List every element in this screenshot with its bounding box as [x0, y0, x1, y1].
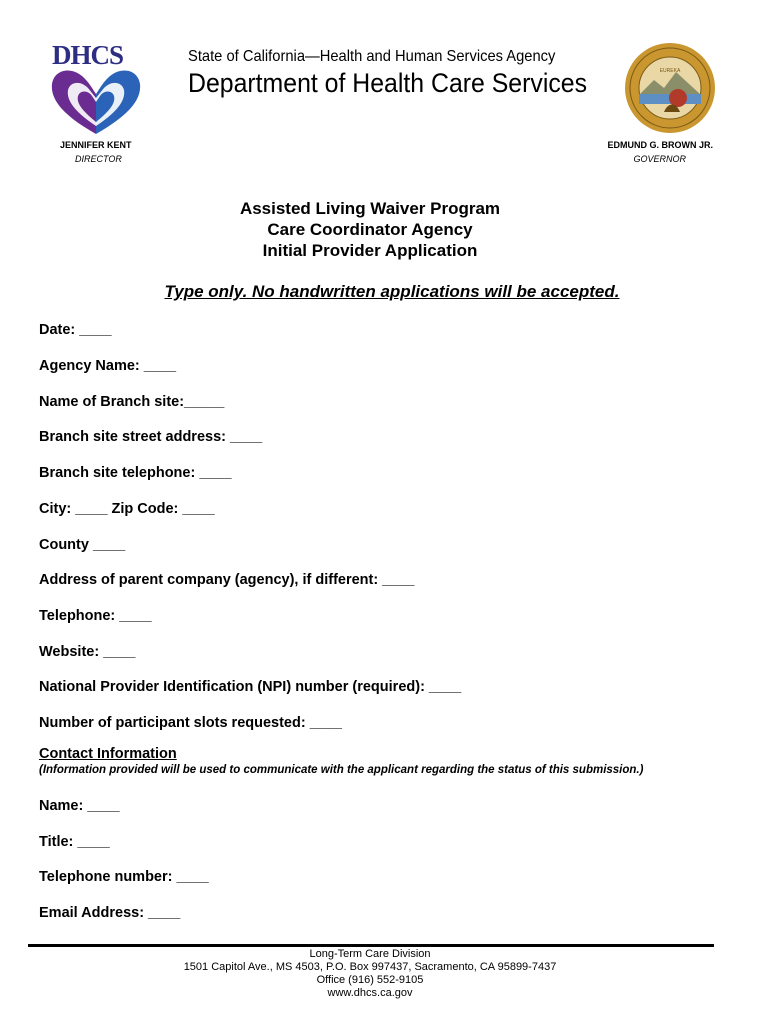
california-seal — [624, 42, 716, 134]
contact-telephone-field[interactable]: Telephone number: ____ — [39, 869, 209, 885]
contact-email-field[interactable]: Email Address: ____ — [39, 905, 181, 921]
telephone-field[interactable]: Telephone: ____ — [39, 608, 152, 624]
governor-name: EDMUND G. BROWN JR. — [607, 140, 713, 150]
director-name: JENNIFER KENT — [60, 140, 132, 150]
governor-title: GOVERNOR — [633, 154, 686, 164]
title-line-2: Care Coordinator Agency — [267, 220, 473, 239]
contact-information-heading: Contact Information — [39, 746, 177, 762]
branch-street-address-field[interactable]: Branch site street address: ____ — [39, 429, 263, 445]
seal-motto: EUREKA — [659, 68, 681, 74]
parent-company-address-field[interactable]: Address of parent company (agency), if different: ____ — [39, 572, 415, 588]
city-zip-field[interactable]: City: ____ Zip Code: ____ — [39, 501, 215, 517]
agency-line: State of California—Health and Human Services Agency — [188, 48, 556, 65]
footer-address: 1501 Capitol Ave., MS 4503, P.O. Box 997437, Sacramento, CA 95899-7437 — [183, 961, 557, 973]
seal-icon — [624, 42, 716, 134]
footer-divider — [28, 944, 714, 947]
contact-information-note: (Information provided will be used to communicate with the applicant regarding the status of this submission.) — [39, 764, 644, 776]
director-title: DIRECTOR — [75, 154, 122, 164]
dhcs-logo — [44, 40, 148, 136]
title-line-1: Assisted Living Waiver Program — [239, 199, 501, 218]
footer-website[interactable]: www.dhcs.ca.gov — [327, 987, 413, 999]
hands-heart-icon — [48, 68, 144, 136]
branch-site-name-field[interactable]: Name of Branch site:_____ — [39, 394, 225, 410]
date-field[interactable]: Date: ____ — [39, 322, 112, 338]
document-title — [0, 198, 740, 261]
footer-phone: Office (916) 552-9105 — [316, 974, 424, 986]
contact-title-field[interactable]: Title: ____ — [39, 834, 110, 850]
county-field[interactable]: County ____ — [39, 537, 126, 553]
agency-name-field[interactable]: Agency Name: ____ — [39, 358, 177, 374]
participant-slots-field[interactable]: Number of participant slots requested: ____ — [39, 715, 342, 731]
npi-number-field[interactable]: National Provider Identification (NPI) number (required): ____ — [39, 679, 462, 695]
type-only-notice: Type only. No handwritten applications will be accepted. — [164, 282, 620, 301]
website-field[interactable]: Website: ____ — [39, 644, 136, 660]
title-line-3: Initial Provider Application — [262, 241, 478, 260]
footer — [0, 948, 740, 1000]
branch-telephone-field[interactable]: Branch site telephone: ____ — [39, 465, 232, 481]
department-name: Department of Health Care Services — [188, 68, 587, 98]
contact-name-field[interactable]: Name: ____ — [39, 798, 120, 814]
logo-text: DHCS — [52, 40, 124, 70]
footer-division: Long-Term Care Division — [309, 948, 431, 960]
